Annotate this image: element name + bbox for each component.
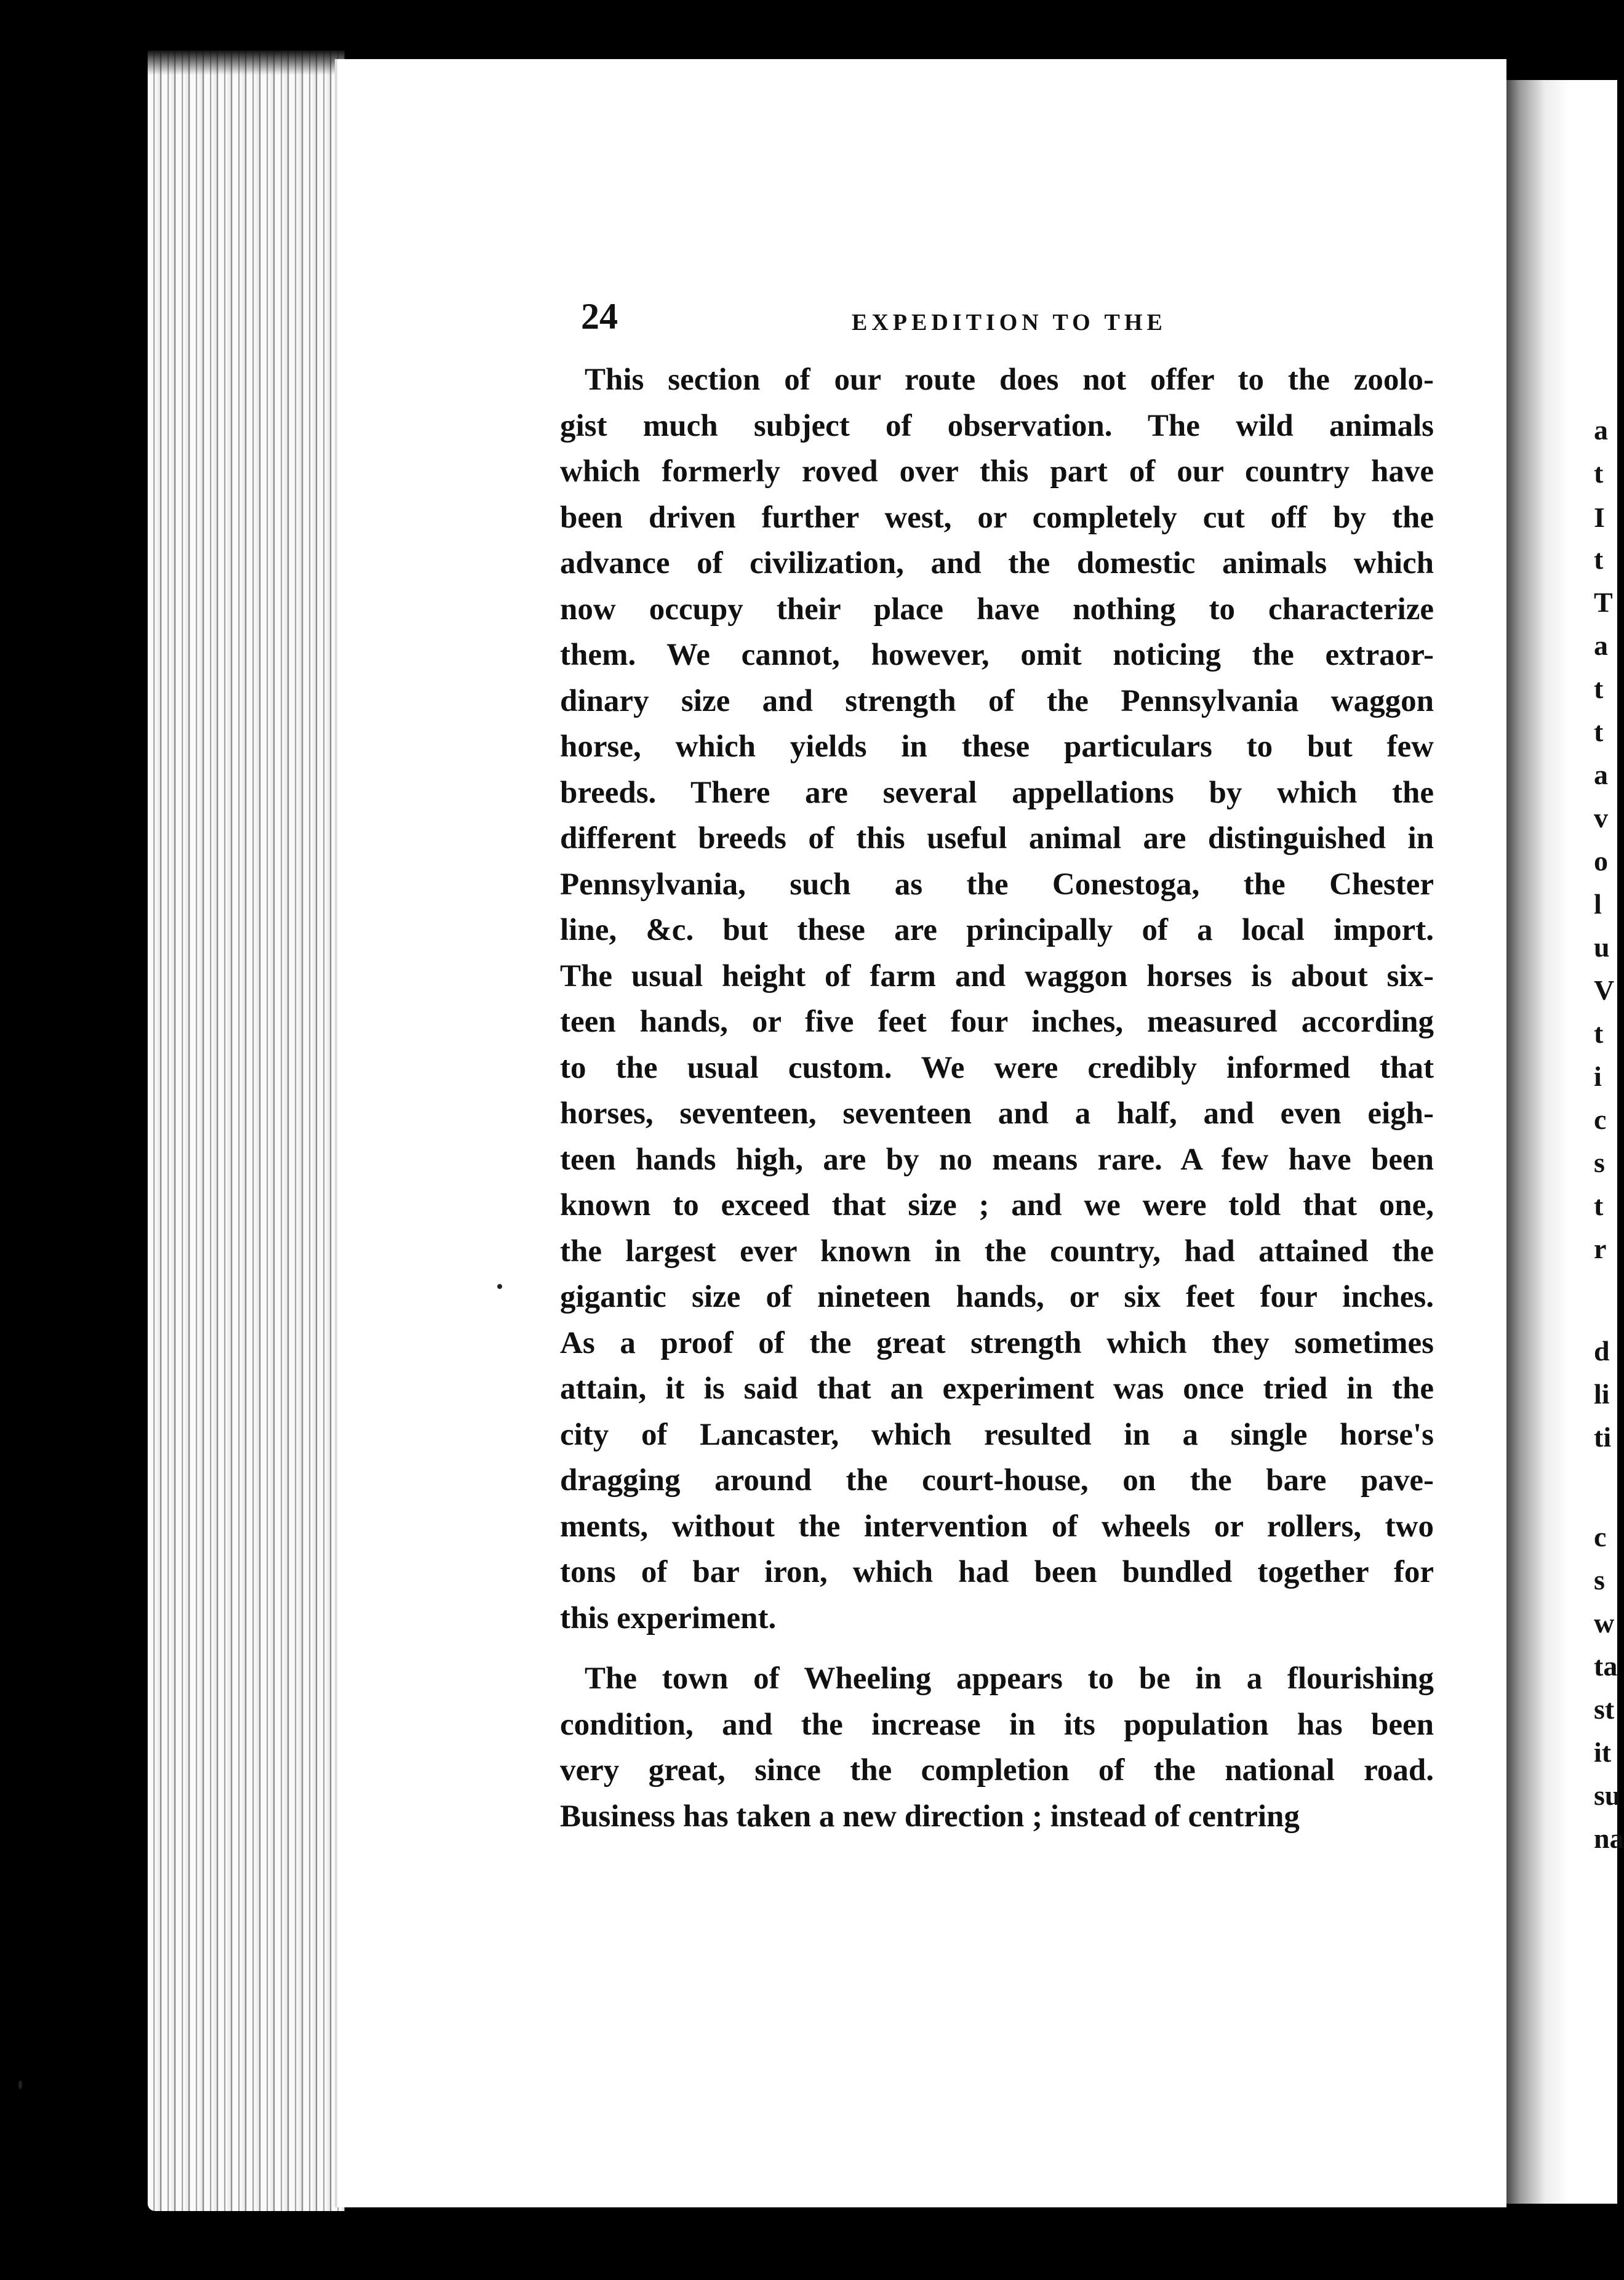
- body-text: [560, 357, 1434, 1839]
- running-title: EXPEDITION TO THE: [852, 310, 1167, 335]
- facing-page-fragment: t: [1594, 457, 1604, 489]
- facing-page-fragment: c: [1594, 1521, 1607, 1552]
- facing-page-fragment: r: [1594, 1233, 1607, 1264]
- text-line: different breeds of this useful animal are distinguished in: [560, 821, 1434, 856]
- facing-page-fragment: i: [1594, 1061, 1602, 1092]
- text-line: horse, which yields in these particulars to but few: [560, 729, 1434, 764]
- facing-page-fragment: s: [1594, 1564, 1605, 1596]
- facing-page-fragment: t: [1594, 716, 1604, 747]
- facing-page-fragment: t: [1594, 1018, 1604, 1049]
- text-line: horses, seventeen, seventeen and a half, and even eigh-: [560, 1096, 1434, 1131]
- facing-page-fragment: t: [1594, 544, 1604, 575]
- facing-page-fragment: li: [1594, 1378, 1610, 1410]
- facing-page-fragment: T: [1594, 587, 1613, 618]
- text-line: line, &c. but these are principally of a local import.: [560, 913, 1434, 947]
- text-line: The usual height of farm and waggon horses is about six-: [560, 958, 1434, 993]
- facing-page-fragment: su: [1594, 1780, 1621, 1811]
- facing-page-fragment: l: [1594, 888, 1602, 920]
- facing-page-fragment: s: [1594, 1147, 1605, 1178]
- facing-page-fragment: a: [1594, 414, 1608, 446]
- text-line: As a proof of the great strength which they sometimes: [560, 1325, 1434, 1360]
- text-line: condition, and the increase in its population has been: [560, 1707, 1434, 1742]
- text-line: ments, without the intervention of wheels or rollers, two: [560, 1509, 1434, 1544]
- facing-page-fragment: st: [1594, 1693, 1615, 1725]
- facing-page-fragment: u: [1594, 931, 1610, 963]
- facing-page-fragment: it: [1594, 1736, 1612, 1768]
- text-line: gigantic size of nineteen hands, or six feet four inches.: [560, 1280, 1434, 1314]
- text-line: tons of bar iron, which had been bundled together for: [560, 1555, 1434, 1589]
- ink-speck: [18, 2081, 22, 2089]
- facing-page-fragment: ti: [1594, 1421, 1612, 1453]
- text-line: This section of our route does not offer to the zoolo-: [585, 363, 1434, 397]
- facing-page-fragment: o: [1594, 845, 1608, 877]
- text-line: The town of Wheeling appears to be in a flourishing: [585, 1661, 1434, 1696]
- text-line: breeds. There are several appellations by which the: [560, 775, 1434, 810]
- text-line: Business has taken a new direction ; instead of centring: [560, 1799, 1300, 1834]
- facing-page-fragment: a: [1594, 759, 1608, 790]
- facing-page-fragment: I: [1594, 502, 1605, 533]
- facing-page-fragment: t: [1594, 1190, 1604, 1221]
- facing-page-fragment: ta: [1594, 1650, 1618, 1682]
- text-line: been driven further west, or completely cut off by the: [560, 500, 1434, 535]
- text-line: teen hands, or five feet four inches, measured according: [560, 1005, 1434, 1039]
- facing-page-fragment: w: [1594, 1607, 1615, 1639]
- text-line: this experiment.: [560, 1600, 777, 1636]
- text-line: dinary size and strength of the Pennsylvania waggon: [560, 683, 1434, 718]
- facing-page-fragment: d: [1594, 1335, 1610, 1367]
- facing-page-fragment: a: [1594, 630, 1608, 661]
- facing-page-fragment: t: [1594, 673, 1604, 704]
- text-line: the largest ever known in the country, had attained the: [560, 1234, 1434, 1269]
- text-line: attain, it is said that an experiment was once tried in the: [560, 1371, 1434, 1406]
- facing-page-fragment: na: [1594, 1823, 1624, 1854]
- text-line: to the usual custom. We were credibly informed that: [560, 1050, 1434, 1085]
- text-line: gist much subject of observation. The wild animals: [560, 408, 1434, 443]
- text-line: dragging around the court-house, on the bare pave-: [560, 1463, 1434, 1498]
- text-line: now occupy their place have nothing to characterize: [560, 592, 1434, 627]
- facing-page: [1502, 80, 1617, 2204]
- text-line: advance of civilization, and the domestic animals which: [560, 546, 1434, 580]
- text-line: which formerly roved over this part of our country have: [560, 454, 1434, 489]
- facing-page-fragment: v: [1594, 802, 1608, 833]
- text-line: teen hands high, are by no means rare. A few have been: [560, 1142, 1434, 1177]
- text-line: known to exceed that size ; and we were told that one,: [560, 1188, 1434, 1222]
- page-edges: [148, 50, 345, 2211]
- ink-speck: [497, 1284, 502, 1289]
- text-line: them. We cannot, however, omit noticing the extraor-: [560, 638, 1434, 672]
- text-line: city of Lancaster, which resulted in a single horse's: [560, 1417, 1434, 1452]
- text-line: very great, since the completion of the national road.: [560, 1753, 1434, 1788]
- facing-page-fragment: c: [1594, 1104, 1607, 1135]
- page-number: 24: [581, 296, 618, 337]
- facing-page-fragment: V: [1594, 974, 1615, 1006]
- text-line: Pennsylvania, such as the Conestoga, the Chester: [560, 867, 1434, 902]
- paragraph-gap: [560, 1641, 1434, 1656]
